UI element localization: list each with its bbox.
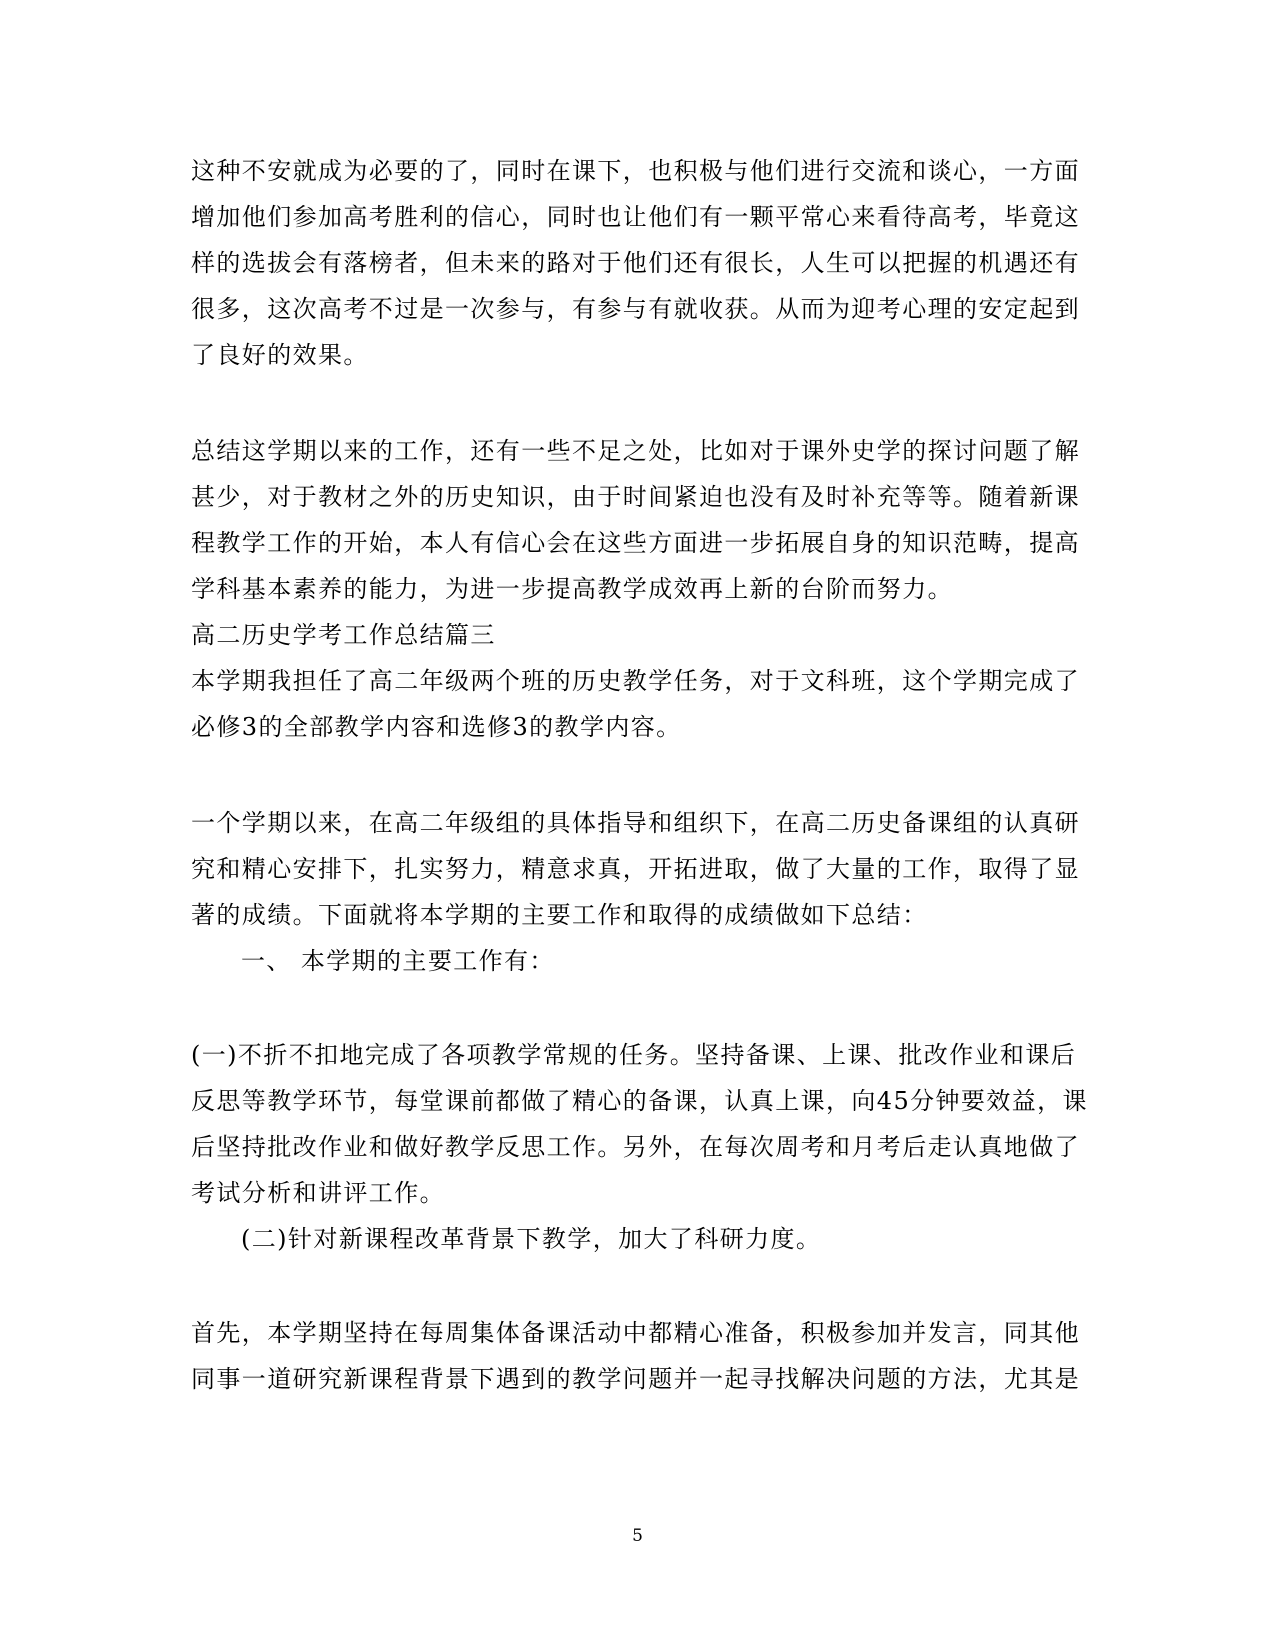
text-line: 首先，本学期坚持在每周集体备课活动中都精心准备，积极参加并发言，同其他 — [191, 1319, 1080, 1347]
text-line: 这种不安就成为必要的了，同时在课下，也积极与他们进行交流和谈心，一方面 — [191, 157, 1080, 185]
subsection-heading: 一、 本学期的主要工作有： — [241, 947, 555, 975]
text-line: 学科基本素养的能力，为进一步提高教学成效再上新的台阶而努力。 — [191, 575, 953, 603]
section-heading: 高二历史学考工作总结篇三 — [191, 621, 496, 649]
text-line: (一)不折不扣地完成了各项教学常规的任务。坚持备课、上课、批改作业和课后 — [191, 1041, 1077, 1069]
text-line: 著的成绩。下面就将本学期的主要工作和取得的成绩做如下总结： — [191, 901, 928, 929]
text-line: 样的选拔会有落榜者，但未来的路对于他们还有很长，人生可以把握的机遇还有 — [191, 249, 1080, 277]
text-line: 究和精心安排下，扎实努力，精意求真，开拓进取，做了大量的工作，取得了显 — [191, 855, 1080, 883]
text-line: 本学期我担任了高二年级两个班的历史教学任务，对于文科班，这个学期完成了 — [191, 667, 1080, 695]
text-line: 同事一道研究新课程背景下遇到的教学问题并一起寻找解决问题的方法，尤其是 — [191, 1365, 1080, 1393]
text-line: 反思等教学环节，每堂课前都做了精心的备课，认真上课，向45分钟要效益，课 — [191, 1087, 1088, 1115]
text-line: 增加他们参加高考胜利的信心，同时也让他们有一颗平常心来看待高考，毕竟这 — [191, 203, 1080, 231]
text-line: 甚少，对于教材之外的历史知识，由于时间紧迫也没有及时补充等等。随着新课 — [191, 483, 1080, 511]
text-line: 很多，这次高考不过是一次参与，有参与有就收获。从而为迎考心理的安定起到 — [191, 295, 1080, 323]
text-line: 总结这学期以来的工作，还有一些不足之处，比如对于课外史学的探讨问题了解 — [191, 437, 1080, 465]
text-line: 必修3的全部教学内容和选修3的教学内容。 — [191, 713, 682, 741]
page-number: 5 — [632, 1526, 643, 1546]
text-line: 程教学工作的开始，本人有信心会在这些方面进一步拓展自身的知识范畴，提高 — [191, 529, 1080, 557]
text-line: 后坚持批改作业和做好教学反思工作。另外，在每次周考和月考后走认真地做了 — [191, 1133, 1080, 1161]
subsection-heading: (二)针对新课程改革背景下教学，加大了科研力度。 — [241, 1225, 822, 1253]
text-line: 考试分析和讲评工作。 — [191, 1179, 445, 1207]
text-line: 一个学期以来，在高二年级组的具体指导和组织下，在高二历史备课组的认真研 — [191, 809, 1080, 837]
text-line: 了良好的效果。 — [191, 341, 369, 369]
